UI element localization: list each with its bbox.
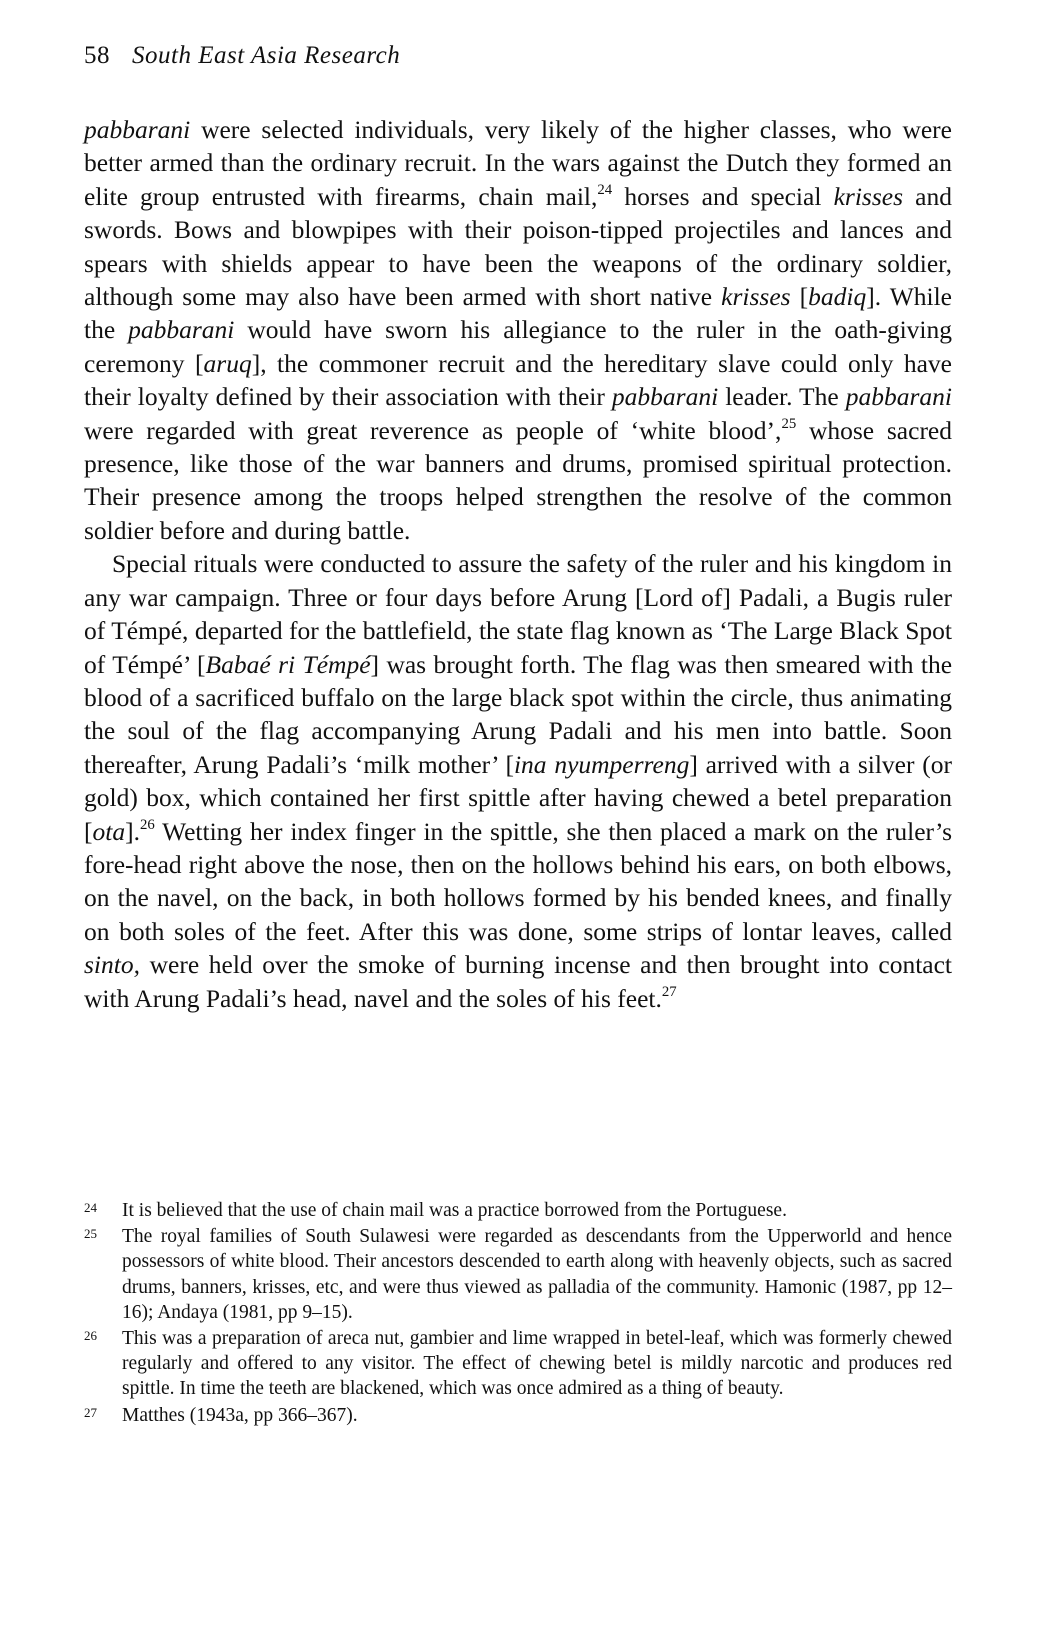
term: aruq [203,348,252,378]
text-run: were held over the smoke of burning incense and then brought into contact with Arung Padali’s head, navel and the soles of his feet. [84,950,952,1013]
paragraph-2 [84,547,952,1015]
footnote-number: 24 [84,1200,97,1215]
text-run: and swords. Bows and blowpipes with their poison-tipped projectiles and lances and spears with shields appear to have been the weapons of the ordinary soldier, although some may also have been armed with short native [84,181,952,312]
footnote-text: Matthes (1943a, pp 366–367). [122,1404,358,1426]
text-run: ]. While the [84,282,952,345]
term: sinto, [84,950,140,980]
term: krisses [721,282,791,312]
footnote-26 [84,1326,952,1402]
text-run: leader. The [718,382,846,412]
footnote-number: 25 [84,1226,97,1242]
term: krisses [833,181,904,211]
text-run: were selected individuals, very likely of the higher classes, who were better armed than the ordinary recruit. In the wars against the Dutch they formed an elite group entrusted with firearms, chain mail, [84,115,952,211]
footnote-ref-27[interactable]: 27 [661,983,677,1000]
term: ina nyumperreng [513,749,690,779]
running-header [84,42,400,70]
term: pabbarani [84,115,191,144]
footnote-ref-25[interactable]: 25 [781,415,797,432]
term: pabbarani [611,382,719,412]
footnote-number: 26 [84,1328,97,1344]
footnote-text: This was a preparation of areca nut, gambier and lime wrapped in betel-leaf, which was formerly chewed regularly and offered to any visitor. The effect of chewing betel is mildly narcotic and produces red spittle. In time the teeth are blackened, which was once admired as a thing of beauty. [122,1328,952,1400]
term: badiq [808,282,867,312]
text-run: ] was brought forth. The flag was then smeared with the blood of a sacrificed buffalo on the large black spot within the circle, thus animating the soul of the flag accompanying Arung Padali and his men into battle. Soon thereafter, Arung Padali’s ‘milk mother’ [ [84,649,953,779]
term: pabbarani [128,315,235,345]
footnote-text: It is believed that the use of chain mail was a practice borrowed from the Portuguese. [122,1200,787,1221]
footnotes [84,1198,952,1429]
term: pabbarani [845,382,952,412]
text-run: Special rituals were conducted to assure the safety of the ruler and his kingdom in any war campaign. Three or four days before Arung [Lord of] Padali, a Bugis ruler of Témpé, departed for the battlefield, the state flag known as ‘The Large Black Spot of Témpé’ [ [84,549,952,679]
page-number: 58 [84,42,110,69]
text-run: horses and special [612,181,834,211]
term: ota [92,816,126,846]
footnote-ref-26[interactable]: 26 [139,816,155,833]
footnote-27 [84,1403,952,1428]
text-run: whose sacred presence, like those of the war banners and drums, promised spiritual protection. Their presence among the troops helped strengthen the resolve of the common soldier before and during battle. [84,415,953,545]
term: Babaé ri Témpé [205,649,371,679]
footnote-text: The royal families of South Sulawesi were regarded as descendants from the Upperworld and hence possessors of white blood. Their ancestors descended to earth along with heavenly objects, such as sacred drums, banners, krisses, etc, and were thus viewed as palladia of the community. Hamonic (1987, pp 12–16); Andaya (1981, pp 9–15). [122,1226,952,1323]
text-run: [ [790,282,809,312]
text-run: ]. [125,816,140,846]
footnote-25 [84,1224,952,1325]
footnote-number: 27 [84,1404,97,1420]
footnote-24 [84,1198,952,1223]
body-text [84,113,952,1015]
paragraph-1 [84,113,952,547]
text-run: ], the commoner recruit and the hereditary slave could only have their loyalty defined by their association with their [84,348,952,412]
footnote-ref-24[interactable]: 24 [597,181,613,198]
text-run: Wetting her index finger in the spittle, she then placed a mark on the ruler’s fore-head right above the nose, then on the hollows behind his ears, on both elbows, on the navel, on the back, in both hollows formed by his bended knees, and finally on both soles of the feet. After this was done, some strips of lontar leaves, called [84,816,952,946]
text-run: ] arrived with a silver (or gold) box, which contained her first spittle after having chewed a betel preparation [ [84,749,952,846]
journal-title: South East Asia Research [132,42,401,69]
text-run: were regarded with great reverence as people of ‘white blood’, [84,415,782,445]
text-run: would have sworn his allegiance to the ruler in the oath-giving ceremony [ [84,315,952,378]
